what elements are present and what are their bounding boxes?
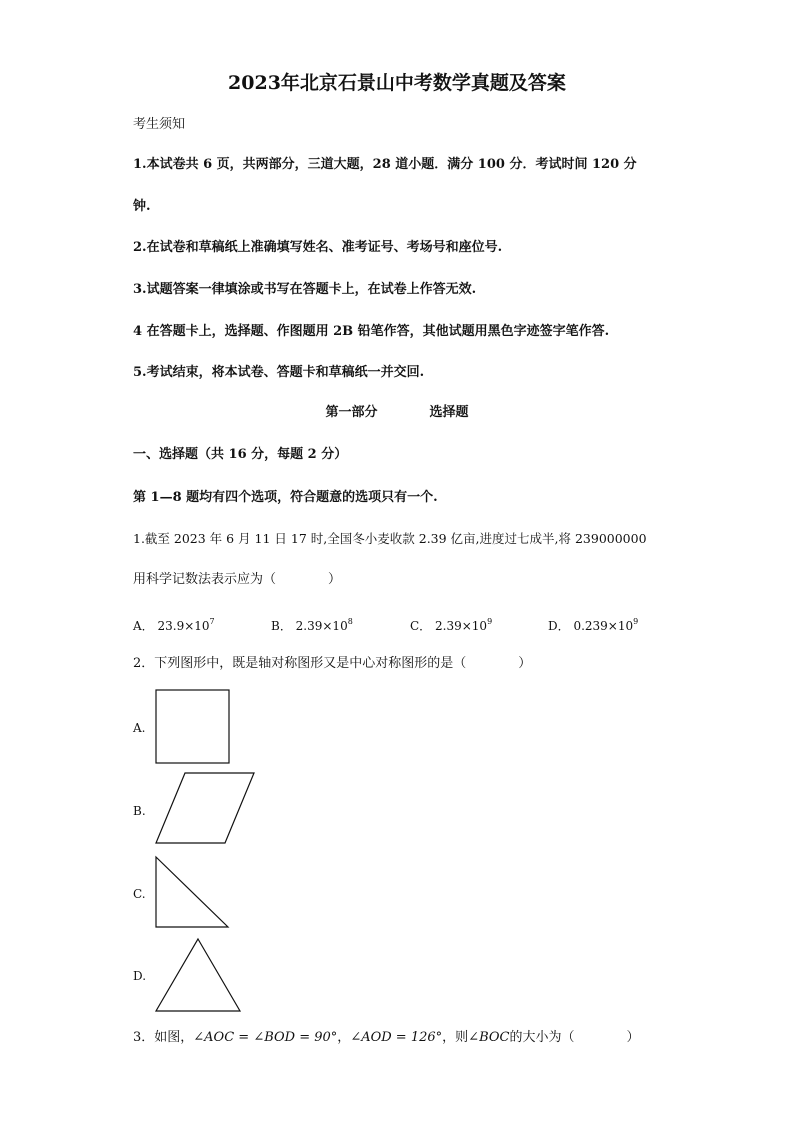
part-name: 第一部分 <box>325 405 378 420</box>
q2-option-d-label: D. <box>133 969 147 983</box>
option-exp: 9 <box>633 617 639 626</box>
option-exp: 9 <box>487 617 493 626</box>
q3-suffix: 的大小为（ ） <box>509 1030 640 1045</box>
q3-expr-boc: ∠BOC <box>468 1030 510 1045</box>
option-base: 2.39×10 <box>295 619 348 633</box>
q3-prefix: 3．如图， <box>133 1030 194 1045</box>
option-base: 2.39×10 <box>435 619 488 633</box>
square-figure <box>155 689 231 765</box>
option-exp: 7 <box>209 617 215 626</box>
section-instruction: 第 1—8 题均有四个选项，符合题意的选项只有一个. <box>133 490 438 505</box>
q1-option-d <box>548 614 638 635</box>
q2-option-c-label: C. <box>133 887 146 901</box>
notice-item-5: 5.考试结束，将本试卷、答题卡和草稿纸一并交回. <box>133 365 425 380</box>
notice-item-2: 2.在试卷和草稿纸上准确填写姓名、准考证号、考场号和座位号. <box>133 240 503 255</box>
q1-option-c <box>410 614 492 635</box>
option-label: B． <box>271 619 292 633</box>
section-heading: 一、选择题（共 16 分，每题 2 分） <box>133 447 348 462</box>
q1-stem-line2: 用科学记数法表示应为（ ） <box>133 572 342 587</box>
q3-expr-aoc-bod: ∠AOC = ∠BOD = 90° <box>193 1030 338 1045</box>
option-exp: 8 <box>347 617 353 626</box>
option-label: C． <box>410 619 432 633</box>
notice-item-1: 1.本试卷共 6 页，共两部分，三道大题，28 道小题．满分 100 分．考试时间 120 分 <box>133 157 637 172</box>
equilateral-triangle-figure <box>155 938 243 1014</box>
option-label: D． <box>548 619 570 633</box>
right-triangle-figure <box>155 856 231 930</box>
q2-option-a-label: A. <box>133 721 146 735</box>
option-base: 23.9×10 <box>157 619 210 633</box>
notice-item-3: 3.试题答案一律填涂或书写在答题卡上，在试卷上作答无效. <box>133 282 477 297</box>
option-label: A． <box>133 619 154 633</box>
q3-expr-aod: ∠AOD = 126° <box>350 1030 443 1045</box>
notice-item-4: 4 在答题卡上，选择题、作图题用 2B 铅笔作答，其他试题用黑色字迹签字笔作答. <box>133 324 610 339</box>
q1-option-a <box>133 614 215 635</box>
notice-item-1-cont: 钟. <box>133 199 151 214</box>
q3-stem <box>133 1029 639 1047</box>
page-title: 2023年北京石景山中考数学真题及答案 <box>228 72 566 94</box>
q2-stem: 2．下列图形中，既是轴对称图形又是中心对称图形的是（ ） <box>133 656 532 671</box>
q2-option-b-label: B. <box>133 804 146 818</box>
q1-stem-line1: 1.截至 2023 年 6 月 11 日 17 时,全国冬小麦收款 2.39 亿亩,进度过七成半,将 239000000 <box>133 531 647 546</box>
part-heading <box>0 404 794 422</box>
part-type: 选择题 <box>429 405 469 420</box>
option-base: 0.239×10 <box>573 619 634 633</box>
q1-option-b <box>271 614 353 635</box>
q3-mid: ，则 <box>442 1030 469 1045</box>
notice-heading: 考生须知 <box>133 117 186 132</box>
q3-sep: ， <box>337 1030 351 1045</box>
parallelogram-figure <box>155 772 257 846</box>
